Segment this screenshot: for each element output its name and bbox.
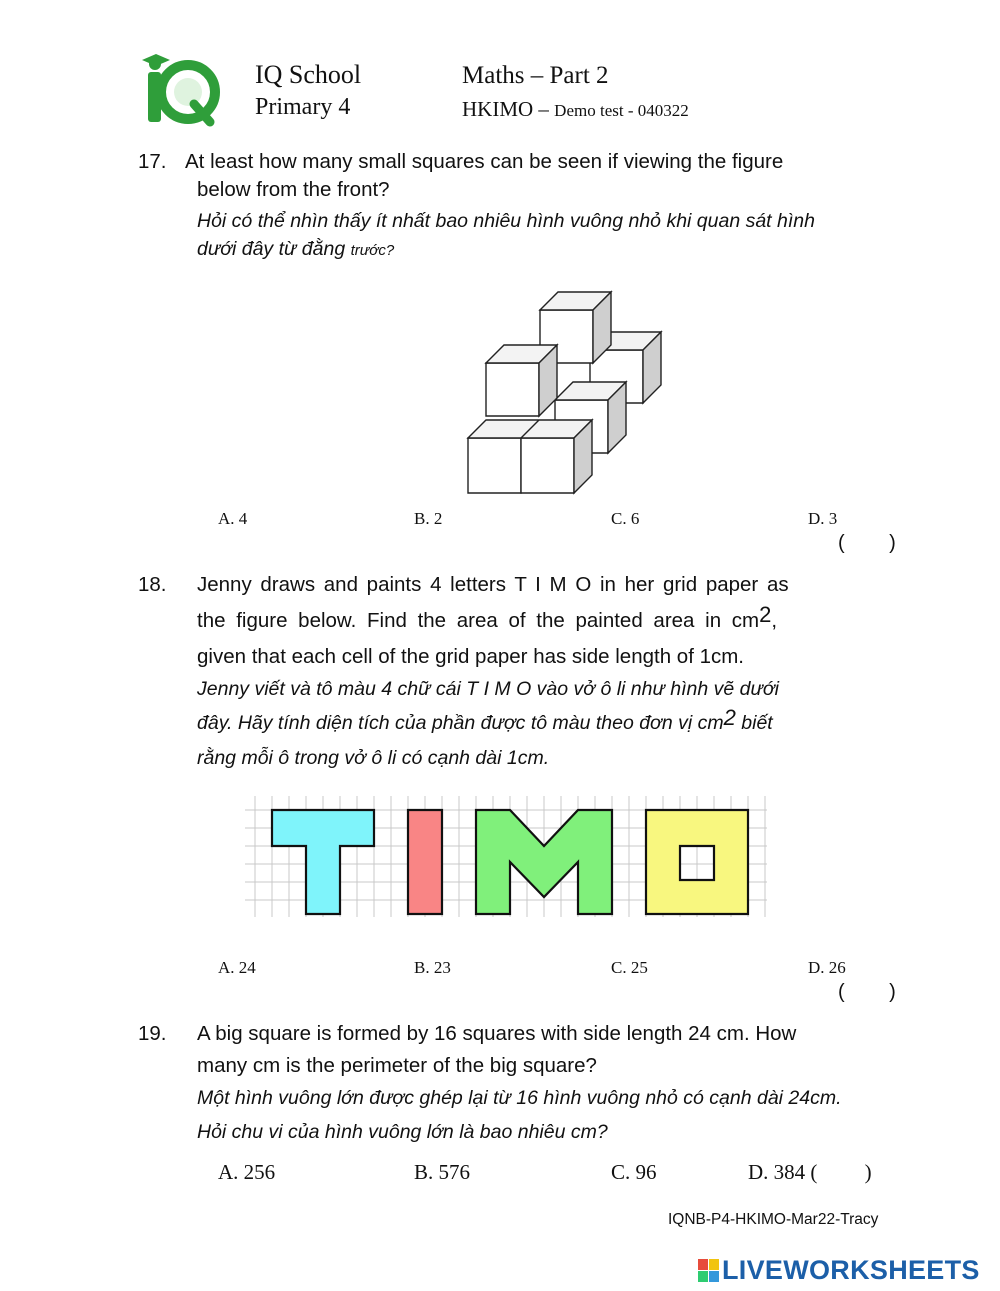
- badge-cell: [698, 1259, 708, 1270]
- q19-option-c[interactable]: C. 96: [611, 1160, 657, 1184]
- q18-text-vi-2: đây. Hãy tính diện tích của phần được tô màu theo đơn vị $cm^2$ biết: [197, 705, 773, 734]
- cube-face: [521, 438, 574, 493]
- q18-text-en: Jenny draws and paints 4 letters T I M O in her grid paper as: [197, 573, 789, 596]
- q18-text-en-3: given that each cell of the grid paper has side length of 1cm.: [197, 645, 745, 668]
- q19-number: 19.: [138, 1022, 167, 1045]
- q17-option-c[interactable]: C. 6: [611, 509, 640, 528]
- letter-t: [272, 810, 374, 914]
- q19-option-a[interactable]: A. 256: [218, 1160, 276, 1184]
- q18-text-en-2: the figure below. Find the area of the painted area in $cm^2$,: [197, 602, 778, 632]
- exam-title: HKIMO – Demo test - 040322: [462, 97, 689, 121]
- q17-text-en: At least how many small squares can be seen if viewing the figure: [185, 150, 784, 173]
- document-code: IQNB-P4-HKIMO-Mar22-Tracy: [668, 1211, 879, 1228]
- q18-text-vi: Jenny viết và tô màu 4 chữ cái T I M O vào vở ô li như hình vẽ dưới: [197, 678, 779, 700]
- q18-option-c[interactable]: C. 25: [611, 958, 648, 977]
- q19-option-d[interactable]: D. 384 ( ): [748, 1160, 872, 1184]
- cube-face: [486, 363, 539, 416]
- q18-option-b[interactable]: B. 23: [414, 958, 451, 977]
- q19-text-vi: Một hình vuông lớn được ghép lại từ 16 hình vuông nhỏ có cạnh dài 24cm.: [197, 1087, 842, 1109]
- liveworksheets-wordmark: LIVEWORKSHEETS: [722, 1254, 980, 1285]
- q18-text-vi-3: rằng mỗi ô trong vở ô li có cạnh dài 1cm.: [197, 747, 550, 769]
- badge-cell: [709, 1259, 719, 1270]
- q17-text-vi: Hỏi có thể nhìn thấy ít nhất bao nhiêu hình vuông nhỏ khi quan sát hình: [197, 210, 815, 232]
- q17-number: 17.: [138, 150, 167, 173]
- q19-text-en: A big square is formed by 16 squares with side length 24 cm. How: [197, 1022, 797, 1045]
- q17-option-a[interactable]: A. 4: [218, 509, 248, 528]
- liveworksheets-badge: [698, 1259, 719, 1282]
- school-logo: [138, 52, 224, 128]
- school-name: IQ School: [255, 60, 362, 89]
- q17-text-vi-2: dưới đây từ đằng trước?: [197, 238, 395, 260]
- q17-text-en-2: below from the front?: [197, 178, 390, 201]
- cube-figure: [460, 288, 670, 498]
- q18-option-d[interactable]: D. 26: [808, 958, 846, 977]
- q18-number: 18.: [138, 573, 167, 596]
- q17-option-d[interactable]: D. 3: [808, 509, 838, 528]
- liveworksheets-brand[interactable]: [698, 1255, 980, 1285]
- q17-option-b[interactable]: B. 2: [414, 509, 443, 528]
- grade-label: Primary 4: [255, 94, 351, 120]
- q19-text-en-2: many cm is the perimeter of the big square?: [197, 1054, 597, 1077]
- badge-cell: [698, 1271, 708, 1282]
- q18-option-a[interactable]: A. 24: [218, 958, 256, 977]
- badge-cell: [709, 1271, 719, 1282]
- q19-text-vi-2: Hỏi chu vi của hình vuông lớn là bao nhiêu cm?: [197, 1121, 608, 1143]
- cube-face: [468, 438, 521, 493]
- subject-title: Maths – Part 2: [462, 62, 609, 89]
- q18-answer-box[interactable]: ( ): [838, 981, 896, 1003]
- letter-i: [408, 810, 442, 914]
- q17-answer-box[interactable]: ( ): [838, 532, 896, 554]
- timo-grid: [245, 792, 775, 922]
- q19-option-b[interactable]: B. 576: [414, 1160, 471, 1184]
